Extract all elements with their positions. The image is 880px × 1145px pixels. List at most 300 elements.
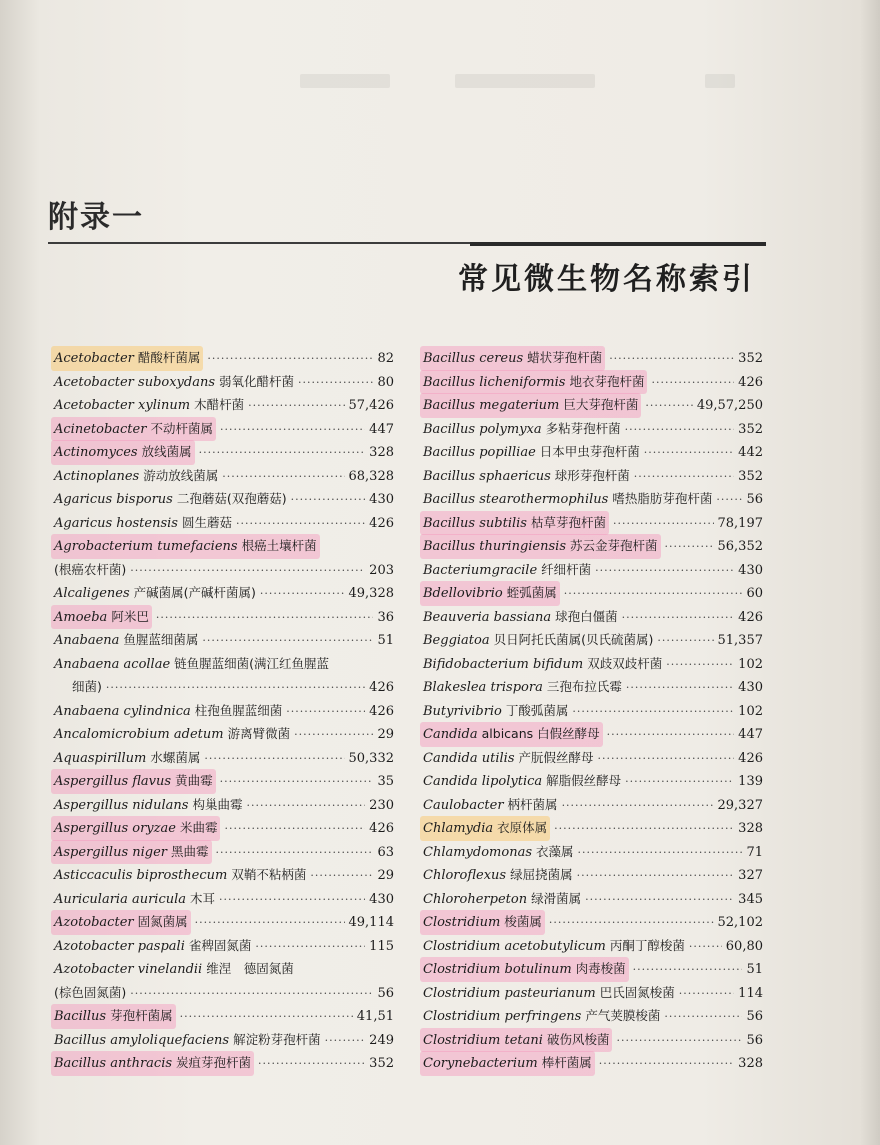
index-entry bbox=[54, 793, 394, 817]
scientific-name: Ancalomicrobium adetum bbox=[54, 727, 224, 742]
chinese-name: 二孢蘑菇(双孢蘑菇) bbox=[176, 491, 287, 506]
index-entry bbox=[423, 675, 763, 699]
scientific-name: Bacillus polymyxa bbox=[423, 421, 542, 437]
entry-label bbox=[51, 769, 216, 794]
index-entry bbox=[423, 816, 763, 840]
chinese-name: 炭疽芽孢杆菌 bbox=[176, 1055, 252, 1070]
entry-label bbox=[423, 934, 685, 959]
leader-dots bbox=[298, 371, 373, 395]
index-entry bbox=[54, 699, 394, 723]
leader-dots bbox=[554, 817, 734, 841]
leader-dots bbox=[156, 606, 374, 630]
index-entry bbox=[423, 605, 763, 629]
page-number: 426 bbox=[738, 374, 763, 390]
scientific-name: Clostridium bbox=[423, 915, 501, 930]
entry-label bbox=[420, 816, 550, 841]
index-entry bbox=[423, 346, 763, 370]
scientific-name: Aspergillus nidulans bbox=[54, 797, 189, 813]
index-entry bbox=[423, 863, 763, 887]
chinese-name: 球孢白僵菌 bbox=[555, 608, 618, 624]
chinese-name: 多粘芽孢杆菌 bbox=[545, 420, 621, 436]
index-entry bbox=[54, 746, 394, 770]
chinese-name: 蜡状芽孢杆菌 bbox=[527, 350, 603, 365]
index-entry bbox=[54, 769, 394, 793]
scientific-name: Chloroherpeton bbox=[423, 891, 528, 907]
index-entry bbox=[423, 769, 763, 793]
leader-dots bbox=[195, 911, 345, 935]
chinese-name: albicans 白假丝酵母 bbox=[481, 726, 600, 741]
chinese-name: 醋酸杆菌属 bbox=[137, 350, 201, 365]
page-number: 49,114 bbox=[348, 915, 394, 930]
leader-dots bbox=[577, 864, 735, 888]
scientific-name: Bacillus megaterium bbox=[423, 398, 560, 413]
chinese-name: 圆生蘑菇 bbox=[181, 514, 232, 530]
page-number: 230 bbox=[369, 797, 394, 813]
scientific-name: Clostridium perfringens bbox=[423, 1009, 582, 1024]
index-entry bbox=[54, 511, 394, 535]
chinese-name: 维涅 德固氮菌 bbox=[206, 961, 294, 976]
chinese-name: 三孢布拉氏霉 bbox=[546, 679, 622, 694]
entry-label bbox=[423, 746, 594, 771]
leader-dots bbox=[607, 723, 735, 747]
entry-label bbox=[51, 840, 212, 865]
scientific-name: Actinoplanes bbox=[54, 468, 140, 484]
page-number: 49,57,250 bbox=[696, 398, 763, 413]
entry-label bbox=[420, 370, 647, 395]
index-entry bbox=[423, 746, 763, 770]
leader-dots bbox=[599, 1052, 734, 1076]
entry-label bbox=[423, 981, 675, 1006]
scientific-name: Amoeba bbox=[54, 609, 108, 625]
entry-label bbox=[420, 722, 603, 747]
entry-label bbox=[51, 816, 220, 841]
leader-dots bbox=[106, 676, 365, 700]
page-number: 426 bbox=[369, 703, 394, 719]
chinese-name: 衣原体属 bbox=[497, 820, 548, 835]
chinese-name: 黄曲霉 bbox=[175, 773, 213, 788]
scientific-name: Chloroflexus bbox=[423, 868, 507, 883]
chinese-name: 棒杆菌属 bbox=[541, 1055, 592, 1070]
entry-label bbox=[423, 699, 568, 724]
scientific-name: Bacillus cereus bbox=[423, 351, 524, 366]
leader-dots bbox=[634, 465, 734, 489]
leader-dots bbox=[202, 629, 373, 653]
leader-dots bbox=[679, 982, 734, 1006]
entry-label bbox=[51, 910, 191, 935]
page-number: 430 bbox=[369, 891, 394, 907]
scientific-name: Asticcaculis biprosthecum bbox=[54, 868, 228, 883]
chinese-name: 苏云金芽孢杆菌 bbox=[570, 538, 658, 553]
page-number: 56 bbox=[746, 1009, 763, 1024]
index-entry bbox=[54, 417, 394, 441]
index-column-right bbox=[423, 346, 763, 1075]
entry-label bbox=[420, 393, 641, 418]
entry-label bbox=[54, 558, 126, 583]
entry-label bbox=[54, 863, 306, 888]
scientific-name: Bacillus sphaericus bbox=[423, 468, 551, 484]
entry-label bbox=[51, 417, 216, 442]
entry-label bbox=[54, 628, 198, 653]
entry-label bbox=[54, 746, 200, 771]
page-number: 426 bbox=[738, 750, 763, 766]
index-entry bbox=[423, 699, 763, 723]
leader-dots bbox=[325, 1029, 366, 1053]
entry-label bbox=[423, 887, 581, 912]
scientific-name: Actinomyces bbox=[54, 445, 138, 460]
index-entry bbox=[423, 793, 763, 817]
scientific-name: Auricularia auricula bbox=[54, 891, 187, 907]
entry-label bbox=[51, 440, 195, 465]
index-entry bbox=[423, 652, 763, 676]
chinese-name: 绿滑菌属 bbox=[531, 890, 582, 906]
chinese-name: 纤细杆菌 bbox=[541, 561, 592, 577]
leader-dots bbox=[260, 582, 345, 606]
index-entry bbox=[423, 581, 763, 605]
chinese-name: 衣藻属 bbox=[536, 843, 574, 859]
page-number: 203 bbox=[369, 562, 394, 578]
scientific-name: Bdellovibrio bbox=[423, 586, 503, 601]
index-entry bbox=[54, 840, 394, 864]
chinese-name: 巴氏固氮梭菌 bbox=[599, 984, 675, 1000]
chinese-name: 绿屈挠菌属 bbox=[510, 867, 573, 882]
chinese-name: 芽孢杆菌属 bbox=[110, 1008, 173, 1023]
page-number: 71 bbox=[746, 844, 763, 860]
page-number: 102 bbox=[738, 656, 763, 672]
entry-label bbox=[423, 1004, 660, 1029]
scientific-name: Agaricus bisporus bbox=[54, 492, 173, 507]
leader-dots bbox=[689, 935, 722, 959]
page-number: 56,352 bbox=[717, 539, 763, 554]
chinese-name: 柄杆菌属 bbox=[507, 796, 558, 812]
page-number: 29 bbox=[377, 727, 394, 742]
leader-dots bbox=[572, 700, 734, 724]
leader-dots bbox=[310, 864, 373, 888]
entry-label bbox=[54, 652, 329, 677]
leader-dots bbox=[248, 394, 344, 418]
page-number: 29 bbox=[377, 868, 394, 883]
page-number: 352 bbox=[738, 468, 763, 484]
index-entry bbox=[54, 628, 394, 652]
leader-dots bbox=[220, 418, 365, 442]
leader-dots bbox=[609, 347, 734, 371]
scientific-name: Anabaena acollae bbox=[54, 656, 171, 672]
page-number: 352 bbox=[738, 421, 763, 437]
chinese-name: 根癌土壤杆菌 bbox=[241, 538, 317, 553]
scientific-name: Aspergillus flavus bbox=[54, 774, 172, 789]
scientific-name: Beggiatoa bbox=[423, 633, 490, 648]
page-number: 249 bbox=[369, 1032, 394, 1048]
leader-dots bbox=[651, 371, 734, 395]
scientific-name: Clostridium tetani bbox=[423, 1032, 543, 1048]
index-entry bbox=[54, 440, 394, 464]
page-number: 426 bbox=[738, 609, 763, 625]
leader-dots bbox=[625, 418, 735, 442]
scientific-name: Azotobacter vinelandii bbox=[54, 962, 203, 977]
leader-dots bbox=[645, 394, 692, 418]
entry-label bbox=[423, 440, 640, 465]
entry-label bbox=[54, 370, 294, 395]
index-entry bbox=[54, 487, 394, 511]
chinese-name: 游离臂微菌 bbox=[227, 726, 291, 741]
page-number: 426 bbox=[369, 821, 394, 836]
scientific-name: Bacillus thuringiensis bbox=[423, 539, 566, 554]
entry-label bbox=[54, 581, 256, 606]
entry-label bbox=[423, 417, 621, 442]
index-entry bbox=[54, 1028, 394, 1052]
index-entry bbox=[54, 464, 394, 488]
scientific-name: Agaricus hostensis bbox=[54, 515, 178, 531]
entry-label bbox=[420, 511, 609, 536]
chinese-name: 木醋杆菌 bbox=[194, 397, 245, 412]
entry-label bbox=[423, 558, 591, 583]
chinese-name: 梭菌属 bbox=[504, 914, 542, 929]
scientific-name: Clostridium botulinum bbox=[423, 962, 572, 977]
entry-label bbox=[54, 981, 126, 1006]
chinese-name: 产气荚膜梭菌 bbox=[585, 1008, 661, 1023]
page-number: 50,332 bbox=[348, 750, 394, 766]
index-entry bbox=[423, 464, 763, 488]
chinese-name: 地衣芽孢杆菌 bbox=[569, 373, 645, 389]
leader-dots bbox=[616, 1029, 742, 1053]
entry-label bbox=[423, 793, 558, 818]
scientific-name: Corynebacterium bbox=[423, 1056, 538, 1071]
index-entry bbox=[54, 816, 394, 840]
entry-label bbox=[423, 464, 630, 489]
index-entry bbox=[54, 910, 394, 934]
entry-label bbox=[54, 722, 290, 747]
index-entry bbox=[423, 722, 763, 746]
index-entry bbox=[54, 981, 394, 1005]
page-number: 102 bbox=[738, 703, 763, 719]
page-number: 426 bbox=[369, 680, 394, 695]
chinese-name: 枯草芽孢杆菌 bbox=[530, 514, 606, 530]
entry-label bbox=[420, 1051, 595, 1076]
page-number: 82 bbox=[377, 351, 394, 366]
entry-label bbox=[51, 1004, 176, 1029]
entry-label bbox=[420, 346, 605, 371]
entry-label bbox=[423, 628, 653, 653]
index-entry bbox=[54, 1051, 394, 1075]
index-entry bbox=[423, 628, 763, 652]
scientific-name: Aquaspirillum bbox=[54, 750, 147, 766]
page-number: 49,328 bbox=[348, 586, 394, 601]
index-entry bbox=[54, 722, 394, 746]
page-number: 35 bbox=[377, 774, 394, 789]
entry-label bbox=[423, 863, 573, 888]
index-entry bbox=[423, 511, 763, 535]
page-title: 常见微生物名称索引 bbox=[458, 262, 755, 297]
index-entry bbox=[423, 487, 763, 511]
chinese-name: 日本甲虫芽孢杆菌 bbox=[539, 444, 640, 459]
scientific-name: Agrobacterium tumefaciens bbox=[54, 539, 238, 554]
index-entry bbox=[54, 534, 394, 558]
scientific-name: Bacteriumgracile bbox=[423, 562, 538, 578]
scientific-name: Acetobacter xylinum bbox=[54, 398, 191, 413]
page-number: 430 bbox=[369, 492, 394, 507]
index-entry bbox=[54, 558, 394, 582]
leader-dots bbox=[199, 441, 366, 465]
entry-label bbox=[423, 487, 712, 512]
leader-dots bbox=[204, 747, 344, 771]
leader-dots bbox=[578, 841, 743, 865]
entry-label bbox=[54, 699, 282, 724]
leader-dots bbox=[294, 723, 373, 747]
chinese-name: 贝日阿托氏菌属(贝氏硫菌属) bbox=[493, 632, 654, 647]
index-entry bbox=[54, 934, 394, 958]
index-entry bbox=[54, 957, 394, 981]
chinese-name: 黑曲霉 bbox=[171, 843, 209, 859]
index-column-left bbox=[54, 346, 394, 1075]
leader-dots bbox=[207, 347, 373, 371]
chinese-name: 游动放线菌属 bbox=[143, 467, 219, 483]
chinese-name: 双歧双歧杆菌 bbox=[587, 655, 663, 671]
leader-dots bbox=[585, 888, 734, 912]
index-entry bbox=[423, 558, 763, 582]
scientific-name: Bifidobacterium bifidum bbox=[423, 656, 584, 672]
chinese-name: 肉毒梭菌 bbox=[575, 961, 626, 976]
scientific-name: Bacillus stearothermophilus bbox=[423, 492, 609, 507]
entry-label bbox=[423, 605, 618, 630]
page-number: 430 bbox=[738, 562, 763, 578]
index-entry bbox=[423, 910, 763, 934]
page-number: 56 bbox=[746, 1032, 763, 1048]
scientific-name: Bacillus subtilis bbox=[423, 515, 527, 531]
entry-label bbox=[51, 605, 152, 630]
chinese-name: 米曲霉 bbox=[179, 820, 218, 835]
index-entry bbox=[54, 652, 394, 676]
page-number: 56 bbox=[377, 985, 394, 1001]
page-number: 430 bbox=[738, 680, 763, 695]
leader-dots bbox=[216, 841, 374, 865]
chinese-name: 产朊假丝酵母 bbox=[518, 749, 594, 765]
index-entry bbox=[54, 887, 394, 911]
page-number: 447 bbox=[738, 727, 763, 742]
scientific-name: Blakeslea trispora bbox=[423, 680, 543, 695]
page-number: 36 bbox=[377, 609, 394, 625]
entry-label bbox=[51, 1051, 254, 1076]
leader-dots bbox=[180, 1005, 353, 1029]
leader-dots bbox=[562, 794, 714, 818]
scientific-name: Acetobacter bbox=[54, 351, 134, 366]
page-number: 352 bbox=[369, 1056, 394, 1071]
index-entry bbox=[54, 863, 394, 887]
leader-dots bbox=[657, 629, 713, 653]
page-number: 352 bbox=[738, 351, 763, 366]
entry-label bbox=[420, 910, 545, 935]
chinese-name: 蛭弧菌属 bbox=[506, 585, 557, 600]
page-number: 139 bbox=[738, 774, 763, 789]
chinese-name: 不动杆菌属 bbox=[150, 420, 213, 436]
leader-dots bbox=[255, 935, 365, 959]
page-number: 60 bbox=[746, 586, 763, 601]
leader-dots bbox=[644, 441, 734, 465]
page-number: 426 bbox=[369, 515, 394, 531]
index-entry bbox=[423, 1051, 763, 1075]
entry-label bbox=[423, 840, 574, 865]
scientific-name: Bacillus popilliae bbox=[423, 445, 536, 460]
scientific-name: Candida lipolytica bbox=[423, 774, 543, 789]
leader-dots bbox=[222, 465, 344, 489]
leader-dots bbox=[130, 982, 373, 1006]
appendix-label: 附录一 bbox=[48, 200, 144, 235]
page-number: 80 bbox=[377, 374, 394, 390]
chinese-name: 固氮菌属 bbox=[137, 914, 188, 929]
page-number: 345 bbox=[738, 891, 763, 907]
scientific-name: Chlamydomonas bbox=[423, 844, 532, 860]
leader-dots bbox=[633, 958, 743, 982]
chinese-name: 放线菌属 bbox=[141, 444, 192, 459]
chinese-name: 木耳 bbox=[190, 890, 216, 906]
chinese-name: 丙酮丁醇梭菌 bbox=[609, 937, 685, 953]
chinese-name: 鱼腥蓝细菌属 bbox=[123, 632, 199, 647]
chinese-name: 细菌) bbox=[72, 679, 102, 694]
scientific-name: Aspergillus niger bbox=[54, 844, 168, 860]
entry-label bbox=[51, 346, 203, 371]
page-number: 63 bbox=[377, 844, 394, 860]
leader-dots bbox=[622, 606, 735, 630]
scientific-name: Beauveria bassiana bbox=[423, 609, 552, 625]
page-number: 114 bbox=[738, 985, 763, 1001]
entry-label bbox=[54, 934, 251, 959]
scientific-name: Bacillus amyloliquefaciens bbox=[54, 1032, 230, 1048]
show-through-header-left bbox=[300, 74, 390, 88]
scientific-name: Anabaena bbox=[54, 633, 120, 648]
show-through-header-right bbox=[705, 74, 735, 88]
leader-dots bbox=[564, 582, 743, 606]
index-entry bbox=[54, 605, 394, 629]
index-entry bbox=[423, 370, 763, 394]
entry-label bbox=[54, 957, 294, 982]
page-number: 115 bbox=[369, 938, 394, 954]
leader-dots bbox=[665, 535, 714, 559]
index-entry bbox=[54, 1004, 394, 1028]
leader-dots bbox=[258, 1052, 365, 1076]
scientific-name: Acinetobacter bbox=[54, 421, 147, 437]
chinese-name: 弱氧化醋杆菌 bbox=[219, 373, 295, 389]
chinese-name: 水螺菌属 bbox=[150, 749, 201, 765]
scientific-name: Candida bbox=[423, 727, 478, 742]
scientific-name: Clostridium acetobutylicum bbox=[423, 938, 606, 954]
page-number: 442 bbox=[738, 445, 763, 460]
leader-dots bbox=[220, 770, 374, 794]
leader-dots bbox=[246, 794, 365, 818]
entry-label bbox=[51, 534, 320, 559]
scientific-name: Alcaligenes bbox=[54, 586, 130, 601]
leader-dots bbox=[664, 1005, 742, 1029]
scientific-name: Anabaena cylindnica bbox=[54, 703, 191, 719]
entry-label bbox=[423, 652, 662, 677]
entry-label bbox=[423, 675, 622, 700]
leader-dots bbox=[626, 676, 734, 700]
index-entry bbox=[423, 1004, 763, 1028]
index-entry bbox=[54, 346, 394, 370]
leader-dots bbox=[219, 888, 365, 912]
leader-dots bbox=[595, 559, 734, 583]
index-entry bbox=[423, 1028, 763, 1052]
chinese-name: 解脂假丝酵母 bbox=[546, 773, 622, 788]
scientific-name: Bacillus anthracis bbox=[54, 1056, 173, 1071]
entry-label bbox=[420, 534, 661, 559]
index-entry bbox=[423, 440, 763, 464]
page-number: 52,102 bbox=[717, 915, 763, 930]
chinese-name: 双鞘不粘柄菌 bbox=[231, 867, 307, 882]
index-entry bbox=[423, 934, 763, 958]
chinese-name: 阿米巴 bbox=[111, 608, 149, 624]
entry-label bbox=[54, 793, 242, 818]
chinese-name: 产碱菌属(产碱杆菌属) bbox=[133, 585, 256, 600]
chinese-name: 破伤风梭菌 bbox=[546, 1031, 610, 1047]
scientific-name: Acetobacter suboxydans bbox=[54, 374, 216, 390]
